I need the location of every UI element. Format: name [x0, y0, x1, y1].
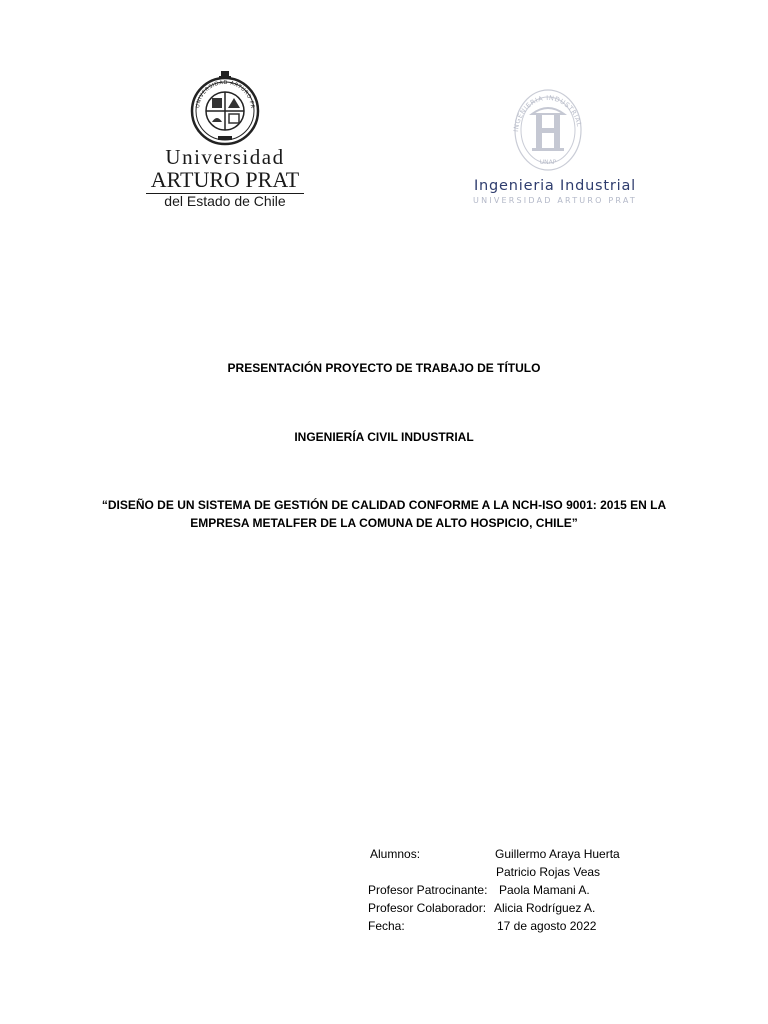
emblem-bottom-text: UNAP [539, 159, 557, 166]
student-2-row [0, 863, 768, 881]
ingenieria-industrial-logo [446, 84, 664, 212]
students-row [0, 845, 768, 863]
emblem-arc-text: INGENIERIA INDUSTRIAL [512, 93, 584, 133]
document-heading: PRESENTACIÓN PROYECTO DE TRABAJO DE TÍTULO [227, 361, 541, 375]
collaborator-name: Alicia Rodríguez A. [494, 901, 596, 915]
date-value: 17 de agosto 2022 [497, 919, 597, 933]
university-name-line3: del Estado de Chile [164, 193, 286, 209]
collaborator-row [0, 899, 768, 917]
universidad-arturo-prat-logo [140, 70, 310, 210]
author-info-block [0, 845, 768, 935]
sponsor-name: Paola Mamani A. [499, 883, 590, 897]
thesis-title-line1: “DISEÑO DE UN SISTEMA DE GESTIÓN DE CALIDAD CONFORME A LA NCH-ISO 9001: 2015 EN LA [101, 498, 667, 512]
university-name-line2: ARTURO PRAT [150, 167, 300, 192]
university-name-line1: Universidad [165, 145, 285, 169]
sponsor-row [0, 881, 768, 899]
collaborator-label: Profesor Colaborador: [368, 901, 487, 915]
date-row [0, 917, 768, 935]
department-emblem-icon [512, 84, 584, 174]
student-1: Guillermo Araya Huerta [495, 847, 620, 861]
date-label: Fecha: [368, 919, 405, 933]
thesis-title-line2: EMPRESA METALFER DE LA COMUNA DE ALTO HOSPICIO, CHILE” [190, 516, 578, 530]
seal-text: UNIVERSIDAD ARTURO PR [195, 79, 256, 110]
university-seal-icon [190, 70, 260, 146]
sponsor-label: Profesor Patrocinante: [368, 883, 488, 897]
students-label: Alumnos: [370, 847, 421, 861]
student-2: Patricio Rojas Veas [496, 865, 601, 879]
department-subtitle: UNIVERSIDAD ARTURO PRAT [473, 196, 637, 205]
department-title: Ingenieria Industrial [473, 178, 637, 194]
career-name: INGENIERÍA CIVIL INDUSTRIAL [294, 430, 474, 444]
